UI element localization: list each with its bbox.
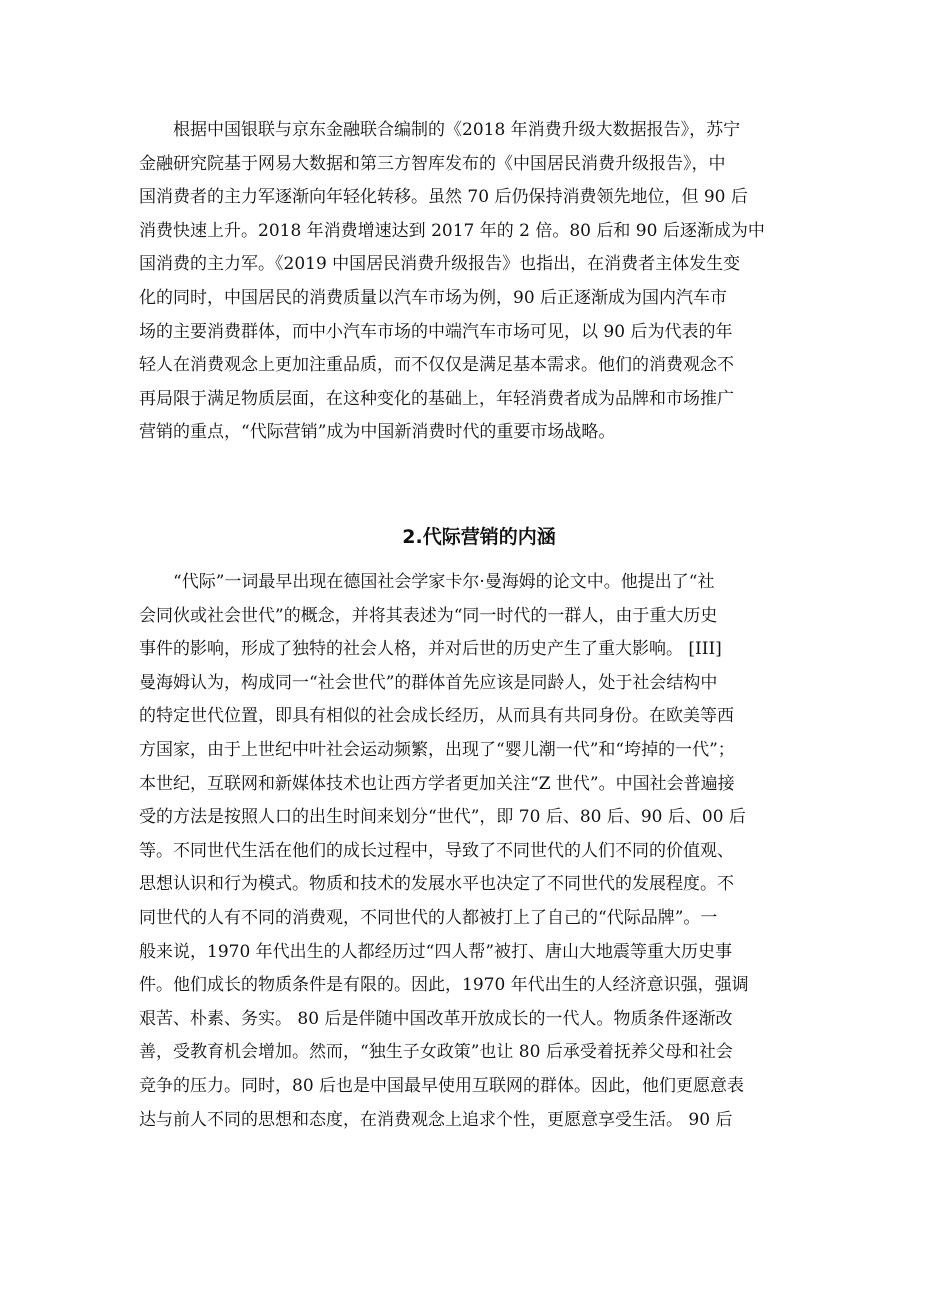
text-line: 般来说，1970 年代出生的人都经历过“四人帮”被打、唐山大地震等重大历史事 <box>139 941 733 962</box>
text-line: 善，受教育机会增加。然而，“独生子女政策”也让 80 后承受着抚养父母和社会 <box>139 1042 733 1063</box>
text-line: 会同伙或社会世代”的概念，并将其表述为“同一时代的一群人，由于重大历史 <box>139 605 718 626</box>
text-line: 化的同时，中国居民的消费质量以汽车市场为例，90 后正逐渐成为国内汽车市 <box>139 287 728 308</box>
text-line: 再局限于满足物质层面，在这种变化的基础上，年轻消费者成为品牌和市场推广 <box>139 388 734 409</box>
text-line: 竞争的压力。同时，80 后也是中国最早使用互联网的群体。因此，他们更愿意表 <box>139 1075 745 1096</box>
text-line: 金融研究院基于网易大数据和第三方智库发布的《中国居民消费升级报告》，中 <box>139 153 726 174</box>
text-line: 轻人在消费观念上更加注重品质，而不仅仅是满足基本需求。他们的消费观念不 <box>139 355 734 376</box>
text-line: 曼海姆认为，构成同一“社会世代”的群体首先应该是同龄人，处于社会结构中 <box>139 672 718 693</box>
section-heading: 2.代际营销的内涵 <box>402 526 556 548</box>
text-line: 的特定世代位置，即具有相似的社会成长经历，从而具有共同身份。在欧美等西 <box>139 706 734 727</box>
text-line: 受的方法是按照人口的出生时间来划分“世代”，即 70 后、80 后、90 后、00 后 <box>139 807 746 828</box>
text-line: 思想认识和行为模式。物质和技术的发展水平也决定了不同世代的发展程度。不 <box>139 874 734 895</box>
text-line: 场的主要消费群体，而中小汽车市场的中端汽车市场可见，以 90 后为代表的年 <box>139 321 733 342</box>
text-line: 方国家，由于上世纪中叶社会运动频繁，出现了“婴儿潮一代”和“垮掉的一代”； <box>139 739 735 760</box>
text-line: 消费快速上升。2018 年消费增速达到 2017 年的 2 倍。80 后和 90 后逐渐成为中 <box>139 220 765 241</box>
text-line: 同世代的人有不同的消费观，不同世代的人都被打上了自己的“代际品牌”。一 <box>139 907 718 928</box>
text-line: 营销的重点，“代际营销”成为中国新消费时代的重要市场战略。 <box>139 422 616 443</box>
text-line: 达与前人不同的思想和态度，在消费观念上追求个性，更愿意享受生活。 90 后 <box>139 1109 733 1130</box>
text-line: 件。他们成长的物质条件是有限的。因此，1970 年代出生的人经济意识强，强调 <box>139 975 749 996</box>
text-line: 等。不同世代生活在他们的成长过程中，导致了不同世代的人们不同的价值观、 <box>139 840 734 861</box>
text-line: 国消费的主力军。《2019 中国居民消费升级报告》也指出，在消费者主体发生变 <box>139 254 741 275</box>
text-line: 根据中国银联与京东金融联合编制的《2018 年消费升级大数据报告》，苏宁 <box>139 120 741 140</box>
text-line: 国消费者的主力军逐渐向年轻化转移。虽然 70 后仍保持消费领先地位，但 90 后 <box>139 187 748 208</box>
text-line: “代际”一词最早出现在德国社会学家卡尔·曼海姆的论文中。他提出了“社 <box>139 572 715 592</box>
paragraph-consumer-trends <box>139 114 799 450</box>
text-line: 本世纪，互联网和新媒体技术也让西方学者更加关注“Z 世代”。中国社会普遍接 <box>139 773 735 794</box>
text-line: 事件的影响，形成了独特的社会人格，并对后世的历史产生了重大影响。 [III] <box>139 639 722 660</box>
text-line: 艰苦、朴素、务实。 80 后是伴随中国改革开放成长的一代人。物质条件逐渐改 <box>139 1008 733 1029</box>
paragraph-generational-marketing <box>139 566 799 1137</box>
